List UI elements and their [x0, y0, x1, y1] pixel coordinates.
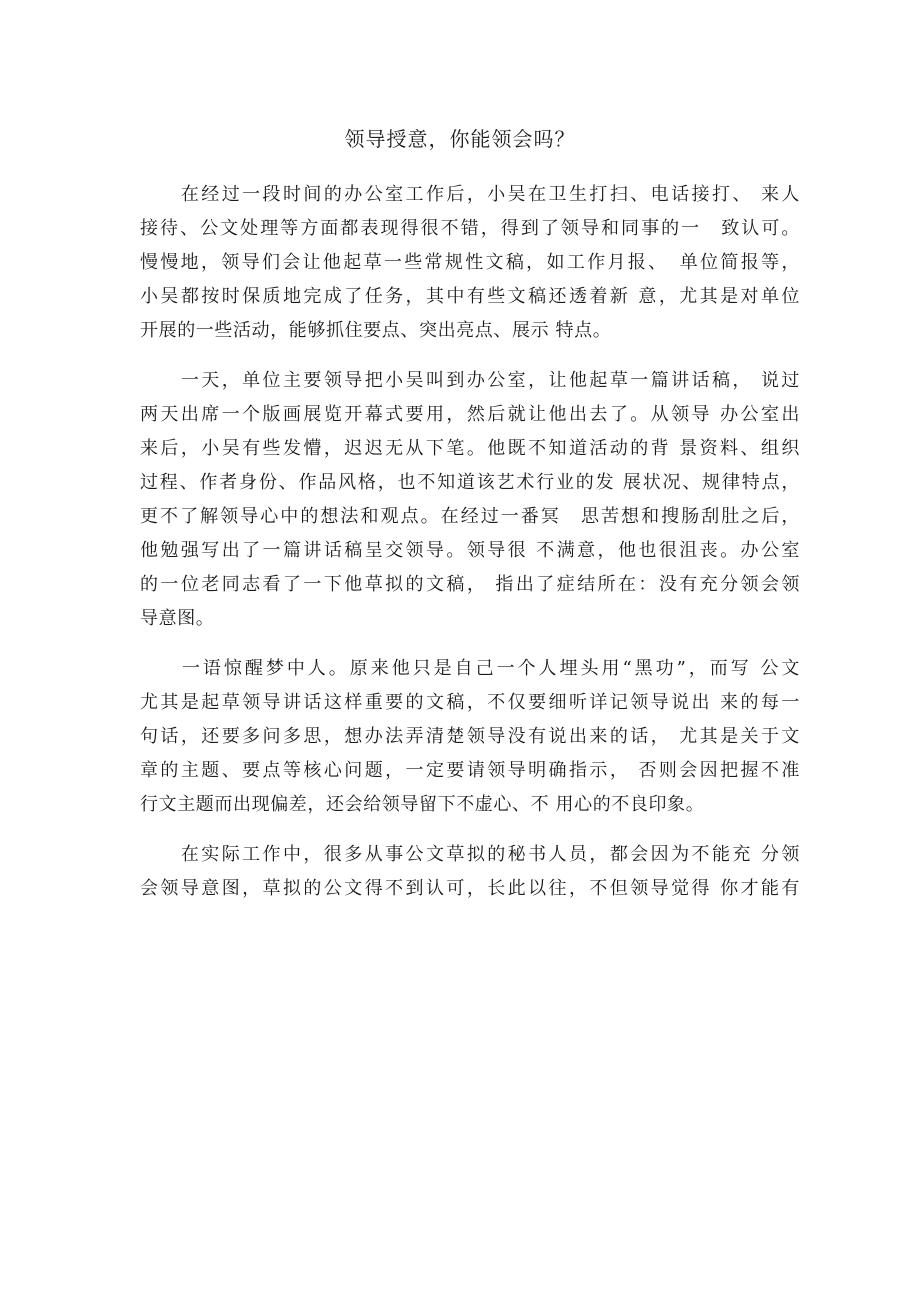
text-line: 导意图。	[140, 608, 215, 629]
text-line: 来后，小吴有些发懵，迟迟无从下笔。他既不知道活动的背 景资料、组织	[140, 438, 800, 459]
text-line: 行文主题而出现偏差，还会给领导留下不虚心、不 用心的不良印象。	[140, 794, 705, 815]
text-line: 章的主题、要点等核心问题，一定要请领导明确指示， 否则会因把握不准	[140, 760, 800, 781]
text-line: 小吴都按时保质地完成了任务，其中有些文稿还透着新 意，尤其是对单位	[140, 286, 800, 307]
text-line: 在实际工作中，很多从事公文草拟的秘书人员，都会因为不能充 分领	[140, 844, 800, 865]
paragraph-3	[140, 652, 800, 822]
text-line: 他勉强写出了一篇讲话稿呈交领导。领导很 不满意，他也很沮丧。办公室	[140, 540, 800, 561]
text-line: 接待、公文处理等方面都表现得很不错，得到了领导和同事的一 致认可。	[140, 218, 800, 239]
paragraph-2	[140, 364, 800, 636]
text-line: 慢慢地，领导们会让他起草一些常规性文稿，如工作月报、 单位简报等，	[140, 252, 800, 273]
text-line: 一语惊醒梦中人。原来他只是自己一个人埋头用“黑功”，而写 公文	[140, 658, 800, 679]
paragraph-4	[140, 838, 800, 906]
text-line: 尤其是起草领导讲话这样重要的文稿，不仅要细听详记领导说出 来的每一	[140, 692, 800, 713]
document-body	[140, 178, 800, 922]
paragraph-1	[140, 178, 800, 348]
text-line: 开展的一些活动，能够抓住要点、突出亮点、展示 特点。	[140, 320, 612, 341]
text-line: 更不了解领导心中的想法和观点。在经过一番冥 思苦想和搜肠刮肚之后，	[140, 506, 800, 527]
text-line: 两天出席一个版画展览开幕式要用，然后就让他出去了。从领导 办公室出	[140, 404, 800, 425]
text-line: 会领导意图，草拟的公文得不到认可，长此以往，不但领导觉得 你才能有	[140, 878, 800, 899]
text-line: 过程、作者身份、作品风格，也不知道该艺术行业的发 展状况、规律特点，	[140, 472, 800, 493]
document-title: 领导授意，你能领会吗？	[344, 127, 576, 151]
text-line: 句话，还要多问多思，想办法弄清楚领导没有说出来的话， 尤其是关于文	[140, 726, 800, 747]
text-line: 在经过一段时间的办公室工作后，小吴在卫生打扫、电话接打、 来人	[140, 184, 800, 205]
text-line: 一天，单位主要领导把小吴叫到办公室，让他起草一篇讲话稿， 说过	[140, 370, 800, 391]
text-line: 的一位老同志看了一下他草拟的文稿， 指出了症结所在：没有充分领会领	[140, 574, 800, 595]
